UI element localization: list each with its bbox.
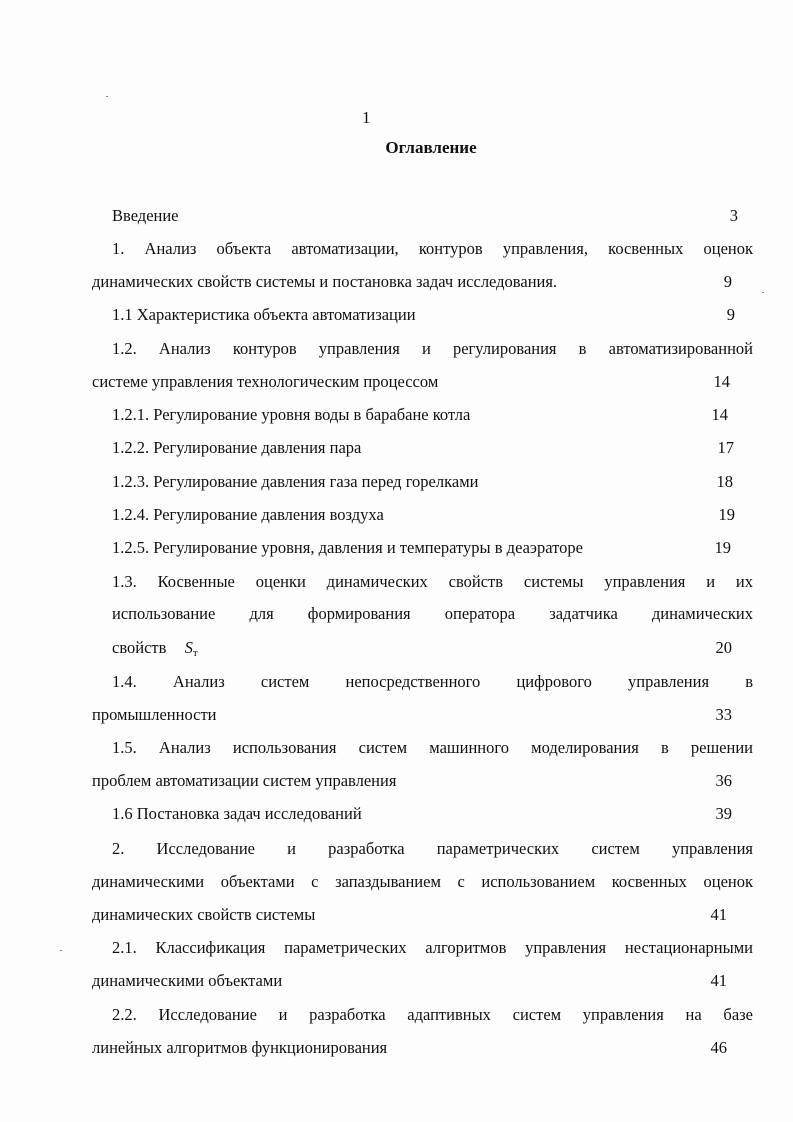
toc-entry-page: 3: [729, 206, 738, 225]
toc-entry-page: 20: [715, 638, 732, 657]
toc-entry-text[interactable]: динамическими объектами с запаздыванием с использованием косвенных оценок: [92, 872, 753, 891]
toc-entry-text[interactable]: динамическими объектами: [92, 971, 283, 990]
toc-entry-page: 39: [715, 804, 732, 823]
toc-entry-page: 46: [710, 1038, 727, 1057]
toc-entry-text[interactable]: 1.3. Косвенные оценки динамических свойств системы управления и их: [112, 572, 753, 591]
toc-entry-text[interactable]: промышленности: [92, 705, 217, 724]
toc-entry-text[interactable]: 2.2. Исследование и разработка адаптивных систем управления на базе: [112, 1005, 753, 1024]
toc-entry-label: свойств: [112, 638, 167, 657]
toc-entry-text[interactable]: 1.2.4. Регулирование давления воздуха: [112, 505, 384, 524]
toc-entry-page: 19: [718, 505, 735, 524]
toc-entry-page: 14: [711, 405, 728, 424]
toc-entry-text[interactable]: Введение: [112, 206, 179, 225]
toc-entry-text[interactable]: использование для формирования оператора задатчика динамических: [112, 604, 753, 623]
toc-entry-text[interactable]: 1.6 Постановка задач исследований: [112, 804, 362, 823]
scan-speck: [60, 950, 62, 951]
toc-entry-text[interactable]: 2.1. Классификация параметрических алгоритмов управления нестационарными: [112, 938, 753, 957]
toc-entry-page: 33: [715, 705, 732, 724]
toc-entry-text[interactable]: 1.2.2. Регулирование давления пара: [112, 438, 362, 457]
toc-entry-text[interactable]: линейных алгоритмов функционирования: [92, 1038, 388, 1057]
toc-entry-page: 9: [726, 305, 735, 324]
toc-entry-page: 19: [714, 538, 731, 557]
page-number: 1: [362, 108, 371, 127]
toc-entry-page: 36: [715, 771, 732, 790]
toc-entry-text[interactable]: 1.1 Характеристика объекта автоматизации: [112, 305, 416, 324]
formula-symbol: S: [184, 638, 193, 657]
toc-entry-text[interactable]: 1.2.5. Регулирование уровня, давления и температуры в деаэраторе: [112, 538, 583, 557]
toc-entry-text[interactable]: 1.4. Анализ систем непосредственного цифрового управления в: [112, 672, 753, 691]
toc-entry-page: 17: [717, 438, 734, 457]
toc-entry-text[interactable]: динамических свойств системы и постановка задач исследования.: [92, 272, 558, 291]
toc-entry-page: 14: [713, 372, 730, 391]
toc-entry-text[interactable]: 1.2. Анализ контуров управления и регулирования в автоматизированной: [112, 339, 753, 358]
toc-entry-text[interactable]: 1.2.1. Регулирование уровня воды в барабане котла: [112, 405, 471, 424]
toc-title: Оглавление: [385, 138, 477, 157]
toc-entry-page: 41: [710, 905, 727, 924]
toc-entry-text[interactable]: системе управления технологическим процессом: [92, 372, 439, 391]
toc-entry-page: 9: [723, 272, 732, 291]
toc-entry-page: 41: [710, 971, 727, 990]
toc-entry-page: 18: [716, 472, 733, 491]
toc-entry-text[interactable]: 2. Исследование и разработка параметрических систем управления: [112, 839, 753, 858]
scan-speck: [106, 96, 108, 97]
scan-speck: [762, 292, 764, 293]
toc-entry-text[interactable]: 1.2.3. Регулирование давления газа перед горелками: [112, 472, 479, 491]
toc-entry-text[interactable]: динамических свойств системы: [92, 905, 316, 924]
toc-entry-text[interactable]: 1.5. Анализ использования систем машинного моделирования в решении: [112, 738, 753, 757]
toc-entry-text[interactable]: проблем автоматизации систем управления: [92, 771, 397, 790]
toc-entry-text[interactable]: [112, 638, 198, 663]
toc-entry-text[interactable]: 1. Анализ объекта автоматизации, контуров управления, косвенных оценок: [112, 239, 753, 258]
formula-subscript: т: [192, 647, 198, 659]
